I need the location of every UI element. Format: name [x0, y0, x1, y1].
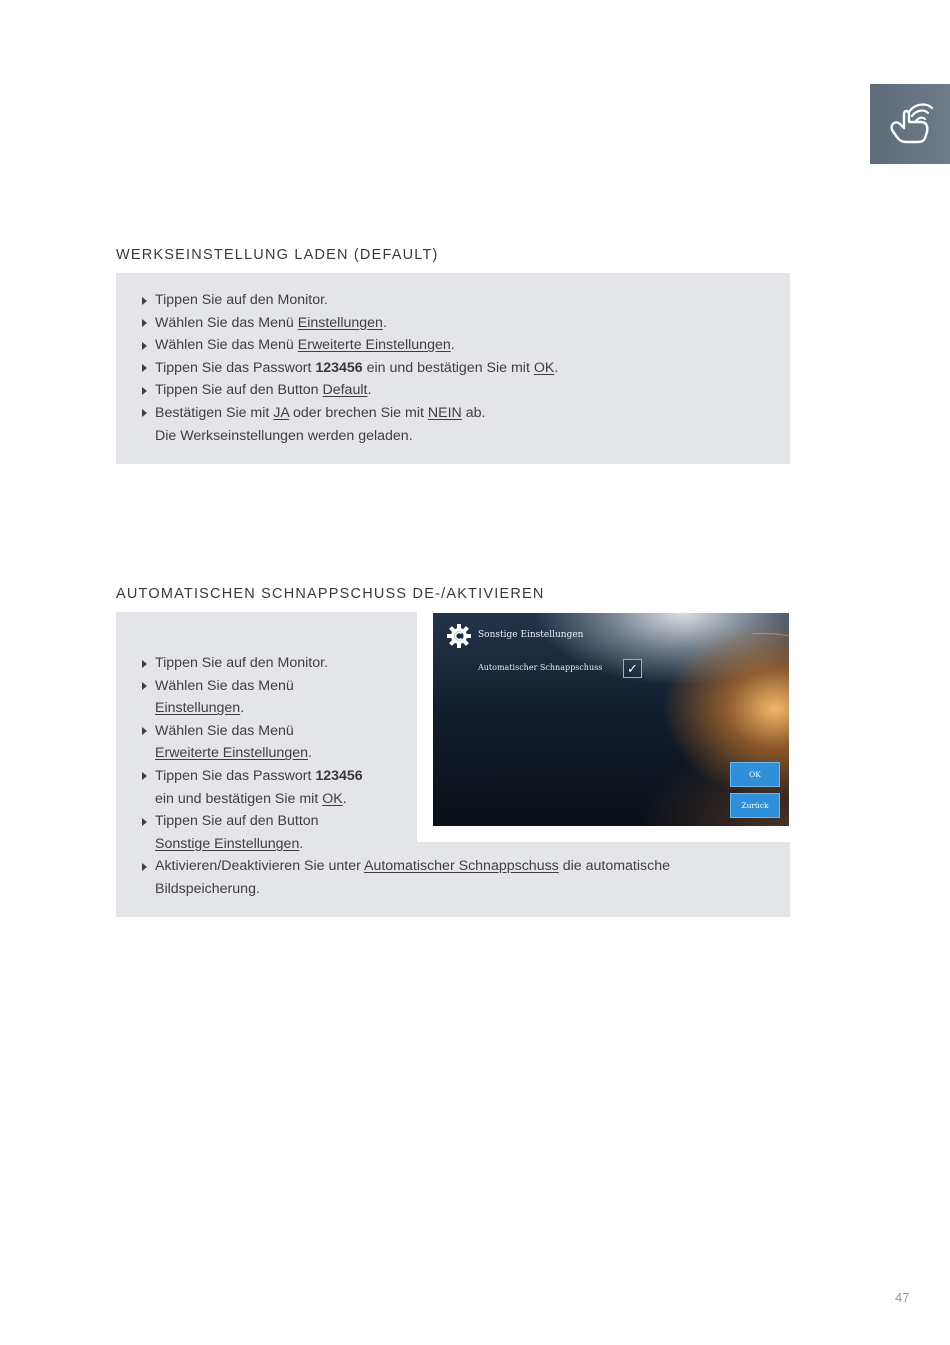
- schnappschuss-reference: Automatischer Schnappschuss: [363, 858, 559, 875]
- nein-reference: NEIN: [427, 404, 462, 421]
- list-item: Tippen Sie auf den Button Default.: [116, 379, 790, 402]
- list-item: Tippen Sie auf den Monitor.: [116, 289, 790, 312]
- list-item: Tippen Sie das Passwort 123456 ein und bestätigen Sie mit OK.: [116, 765, 790, 810]
- device-screenshot: [433, 613, 789, 826]
- password: 123456: [315, 359, 363, 376]
- screen-title: Sonstige Einstellungen: [478, 630, 584, 640]
- list-item: Die Werkseinstellungen werden geladen.: [155, 427, 413, 444]
- list-item: Tippen Sie auf den Button Sonstige Einstellungen.: [116, 810, 790, 855]
- section-title-factory-reset: WERKSEINSTELLUNG LADEN (DEFAULT): [116, 247, 439, 263]
- ok-reference: OK: [322, 790, 343, 807]
- menu-link-einstellungen: Einstellungen: [155, 700, 241, 717]
- default-button-reference: Default: [322, 382, 368, 399]
- touch-hand-icon: [886, 100, 936, 146]
- ja-reference: JA: [273, 404, 290, 421]
- section-title-snapshot: AUTOMATISCHEN SCHNAPPSCHUSS DE-/AKTIVIEREN: [116, 586, 545, 602]
- list-item: Aktivieren/Deaktivieren Sie unter Automatischer Schnappschuss die automatische Bildspeicherung.: [116, 855, 790, 900]
- list-item: Wählen Sie das Menü Einstellungen.: [116, 675, 790, 720]
- auto-snapshot-label: Automatischer Schnappschuss: [478, 663, 603, 672]
- factory-reset-steps: [116, 273, 790, 447]
- ok-reference: OK: [533, 359, 555, 376]
- list-item: Wählen Sie das Menü Erweiterte Einstellungen.: [116, 334, 790, 357]
- menu-link-erweiterte-einstellungen: Erweiterte Einstellungen: [297, 337, 451, 354]
- menu-link-erweiterte-einstellungen: Erweiterte Einstellungen: [155, 745, 308, 762]
- ok-button[interactable]: OK: [730, 762, 780, 787]
- chapter-tab: [870, 84, 950, 164]
- list-item: Tippen Sie auf den Monitor.: [116, 652, 790, 675]
- gear-icon: [446, 623, 472, 649]
- list-item: Wählen Sie das Menü Einstellungen.: [116, 312, 790, 335]
- list-item: Wählen Sie das Menü Erweiterte Einstellungen.: [116, 720, 790, 765]
- auto-snapshot-checkbox[interactable]: ✓: [623, 659, 642, 678]
- factory-reset-panel: [116, 273, 790, 464]
- menu-link-einstellungen: Einstellungen: [297, 314, 383, 331]
- list-item: Bestätigen Sie mit JA oder brechen Sie mit NEIN ab.: [116, 402, 790, 425]
- sonstige-einstellungen-reference: Sonstige Einstellungen: [155, 835, 300, 852]
- back-button[interactable]: Zurück: [730, 793, 780, 818]
- page-number: 47: [895, 1290, 910, 1305]
- password: 123456: [315, 767, 363, 784]
- list-item: Tippen Sie das Passwort 123456 ein und bestätigen Sie mit OK.: [116, 357, 790, 380]
